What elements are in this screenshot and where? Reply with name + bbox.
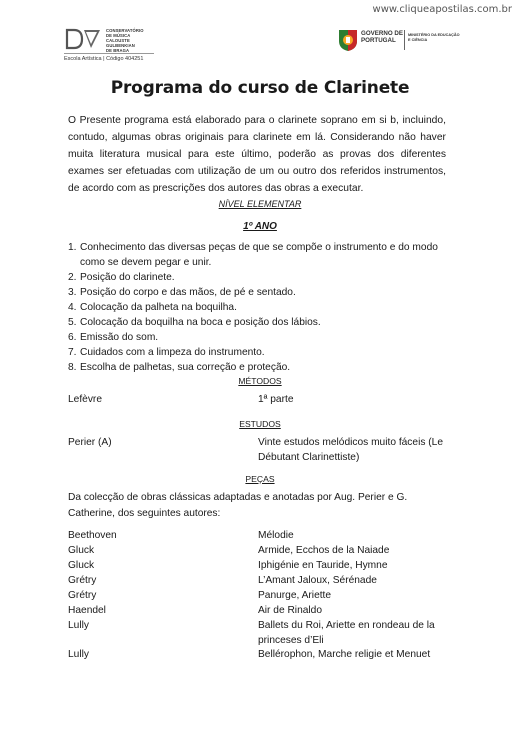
piece: Air de Rinaldo — [258, 605, 322, 616]
school-name-line: CONSERVATÓRIO — [106, 28, 144, 33]
list-item-number: 2. — [68, 272, 77, 283]
list-item — [68, 315, 448, 330]
intro-paragraph: O Presente programa está elaborado para o clarinete soprano em si b, incluindo, contudo, algumas obras originais para clarinete em lá. Considerando não haver muita literatura musical para este último, poderão as provas dos diferentes exames ser efetuadas com utilização de um ou outro dos referidos instrumentos, de acordo com as prescrições dos autores das obras a executar. — [68, 115, 446, 194]
list-item-text: Conhecimento das diversas peças de que se compõe o instrumento e do modo como se devem pegar e unir. — [80, 242, 438, 268]
composer: Grétry — [68, 575, 97, 586]
list-item-text: Colocação da boquilha na boca e posição dos lábios. — [80, 317, 321, 328]
piece: Iphigénie en Tauride, Hymne — [258, 560, 388, 571]
year-heading: 1º ANO — [243, 221, 277, 232]
objectives-list — [68, 240, 448, 375]
composer: Grétry — [68, 590, 97, 601]
composer: Gluck — [68, 560, 95, 571]
school-emblem-icon — [64, 26, 104, 52]
list-item-text: Emissão do som. — [80, 332, 159, 343]
piece: L’Amant Jaloux, Sérénade — [258, 575, 377, 586]
government-name-line: GOVERNO DE — [361, 30, 403, 37]
piece: Panurge, Ariette — [258, 590, 332, 601]
government-name-line: PORTUGAL — [361, 37, 396, 44]
list-item-text: Escolha de palhetas, sua correção e proteção. — [80, 362, 291, 373]
list-item-number: 3. — [68, 287, 77, 298]
method-author: Lefèvre — [68, 394, 102, 405]
composer: Haendel — [68, 605, 106, 616]
portugal-flag-icon — [338, 28, 358, 52]
list-item-number: 5. — [68, 317, 77, 328]
pecas-heading: PEÇAS — [245, 474, 275, 484]
study-author: Perier (A) — [68, 437, 112, 448]
list-item-text: Posição do clarinete. — [80, 272, 175, 283]
estudos-heading: ESTUDOS — [239, 419, 281, 429]
school-name-line: DE BRAGA — [106, 48, 130, 53]
piece: Armide, Ecchos de la Naiade — [258, 545, 390, 556]
pecas-intro: Da colecção de obras clássicas adaptadas e anotadas por Aug. Perier e G. Catherine, dos seguintes autores: — [68, 492, 408, 519]
school-code: Escola Artística | Código 404251 — [64, 56, 144, 62]
method-work: 1ª parte — [258, 394, 294, 405]
composer: Lully — [68, 620, 89, 631]
piece: Ballets du Roi, Ariette en rondeau de la princeses d’Eli — [258, 620, 435, 646]
list-item — [68, 270, 448, 285]
list-item-text: Posição do corpo e das mãos, de pé e sentado. — [80, 287, 296, 298]
ministry-name-line: MINISTÉRIO DA EDUCAÇÃO — [408, 33, 460, 37]
logo-divider — [64, 53, 154, 54]
list-item-number: 1. — [68, 242, 77, 253]
list-item — [68, 240, 448, 270]
level-heading: NÍVEL ELEMENTAR — [218, 199, 302, 209]
list-item-number: 7. — [68, 347, 77, 358]
composer: Lully — [68, 649, 89, 660]
list-item-number: 6. — [68, 332, 77, 343]
school-name — [106, 28, 144, 53]
list-item — [68, 345, 448, 360]
list-item-number: 8. — [68, 362, 77, 373]
piece: Mélodie — [258, 530, 294, 541]
watermark-url: www.cliqueapostilas.com.br — [372, 4, 512, 15]
list-item-text: Colocação da palheta na boquilha. — [80, 302, 237, 313]
list-item — [68, 300, 448, 315]
list-item — [68, 330, 448, 345]
school-name-line: DE MÚSICA — [106, 33, 131, 38]
school-logo — [64, 26, 184, 66]
government-logo — [338, 28, 468, 56]
government-name — [361, 30, 403, 44]
list-item-number: 4. — [68, 302, 77, 313]
logo-divider — [404, 30, 405, 50]
composer: Beethoven — [68, 530, 117, 541]
metodos-heading: MÉTODOS — [238, 376, 282, 386]
composer: Gluck — [68, 545, 95, 556]
study-work: Vinte estudos melódicos muito fáceis (Le Débutant Clarinettiste) — [258, 437, 443, 463]
page-title: Programa do curso de Clarinete — [110, 78, 410, 98]
ministry-name — [408, 33, 460, 43]
school-name-line: CALOUSTE — [106, 38, 130, 43]
list-item — [68, 285, 448, 300]
list-item-text: Cuidados com a limpeza do instrumento. — [80, 347, 265, 358]
list-item — [68, 360, 448, 375]
school-name-line: GULBENKIAN — [106, 43, 135, 48]
piece: Bellérophon, Marche religie et Menuet — [258, 649, 431, 660]
ministry-name-line: E CIÊNCIA — [408, 38, 428, 42]
